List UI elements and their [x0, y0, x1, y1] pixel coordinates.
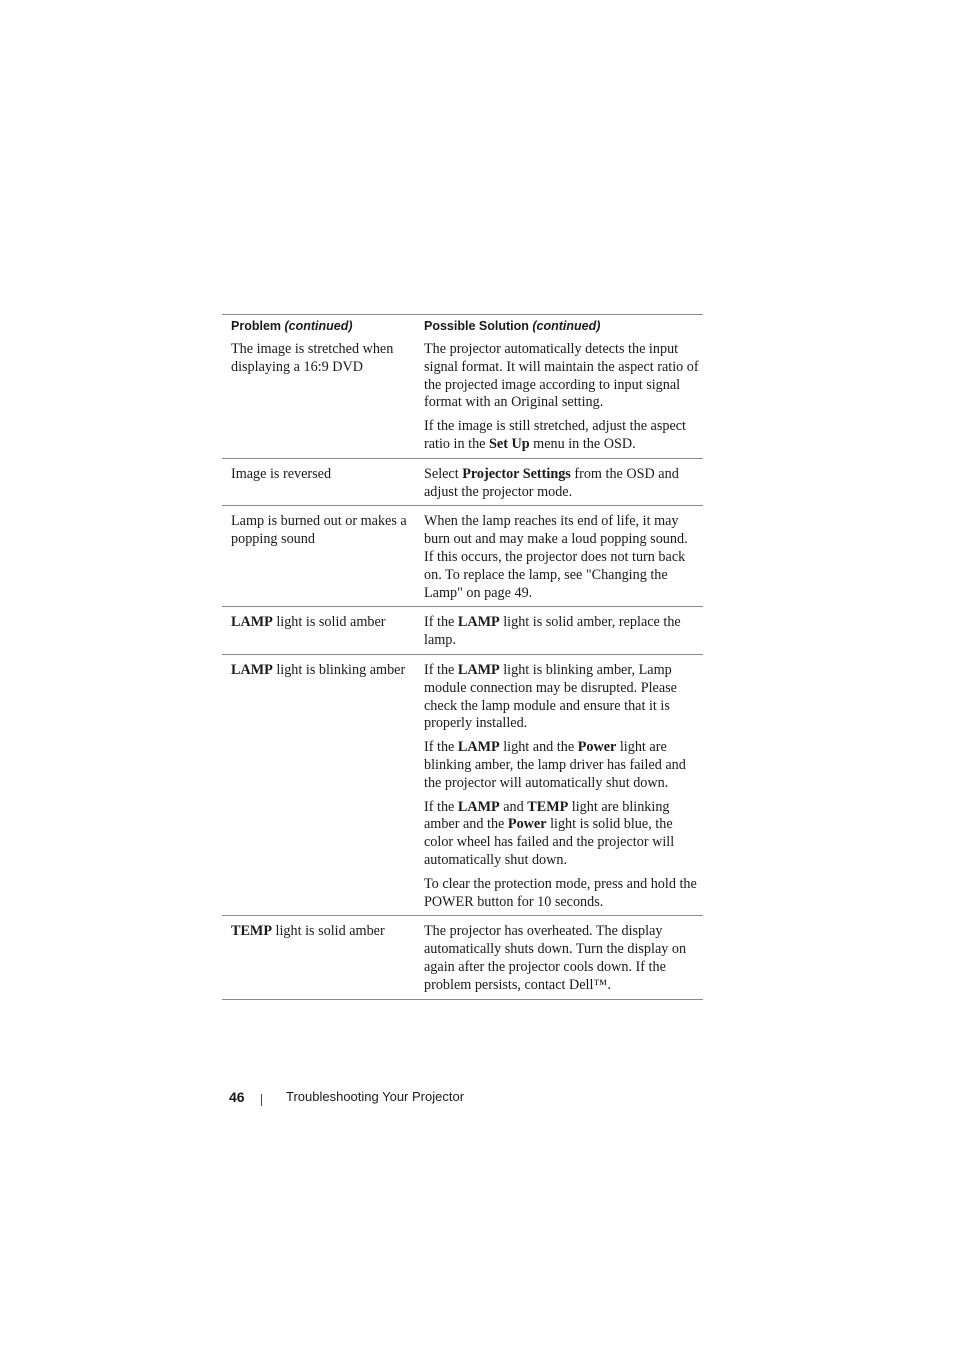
solution-paragraph: If the LAMP light is blinking amber, Lamp module connection may be disrupted. Please check the lamp module and ensure that it is properly installed.	[424, 661, 677, 732]
solution-cell	[414, 662, 703, 911]
solution-paragraph: The projector automatically detects the input signal format. It will maintain the aspect ratio of the projected image according to input signal format with an Original setting.	[424, 341, 699, 411]
problem-cell: Lamp is burned out or makes a popping sound	[231, 513, 407, 548]
solution-paragraph: To clear the protection mode, press and hold the POWER button for 10 seconds.	[424, 875, 697, 910]
solution-cell	[414, 614, 703, 650]
problem-cell: Image is reversed	[231, 465, 332, 482]
solution-paragraph: If the LAMP light and the Power light are blinking amber, the lamp driver has failed and the projector will automatically shut down.	[424, 739, 686, 791]
table-row	[222, 458, 703, 506]
header-solution: Possible Solution (continued)	[424, 319, 601, 333]
solution-paragraph: When the lamp reaches its end of life, it may burn out and may make a loud popping sound. If this occurs, the projector does not turn back on. To replace the lamp, see "Changing the Lamp" on page 49.	[424, 513, 688, 601]
table-row	[222, 606, 703, 654]
table-row	[222, 505, 703, 606]
table-row	[222, 339, 703, 458]
problem-cell: TEMP light is solid amber	[231, 923, 385, 940]
problem-cell: The image is stretched when displaying a 16:9 DVD	[231, 341, 394, 375]
solution-cell	[414, 466, 703, 502]
solution-paragraph: If the LAMP and TEMP light are blinking amber and the Power light is solid blue, the color wheel has failed and the projector will automatically shut down.	[424, 798, 675, 868]
solution-paragraph: Select Projector Settings from the OSD and adjust the projector mode.	[424, 465, 679, 500]
problem-cell: LAMP light is solid amber	[231, 614, 386, 631]
problem-cell: LAMP light is blinking amber	[231, 661, 406, 678]
footer-title: Troubleshooting Your Projector	[286, 1089, 465, 1104]
solution-cell	[414, 513, 703, 602]
table-row	[222, 915, 703, 998]
solution-paragraph: The projector has overheated. The display automatically shuts down. Turn the display on again after the projector cools down. If the problem persists, contact Dell™.	[424, 923, 687, 993]
solution-paragraph: If the LAMP light is solid amber, replace the lamp.	[424, 614, 681, 649]
solution-cell	[414, 341, 703, 454]
table-header	[222, 315, 703, 339]
header-problem: Problem (continued)	[231, 319, 353, 333]
footer-separator	[261, 1094, 262, 1106]
solution-paragraph: If the image is still stretched, adjust the aspect ratio in the Set Up menu in the OSD.	[424, 418, 686, 452]
solution-cell	[414, 923, 703, 994]
page-number: 46	[229, 1089, 245, 1105]
table-row	[222, 654, 703, 915]
troubleshooting-table	[222, 314, 703, 1000]
